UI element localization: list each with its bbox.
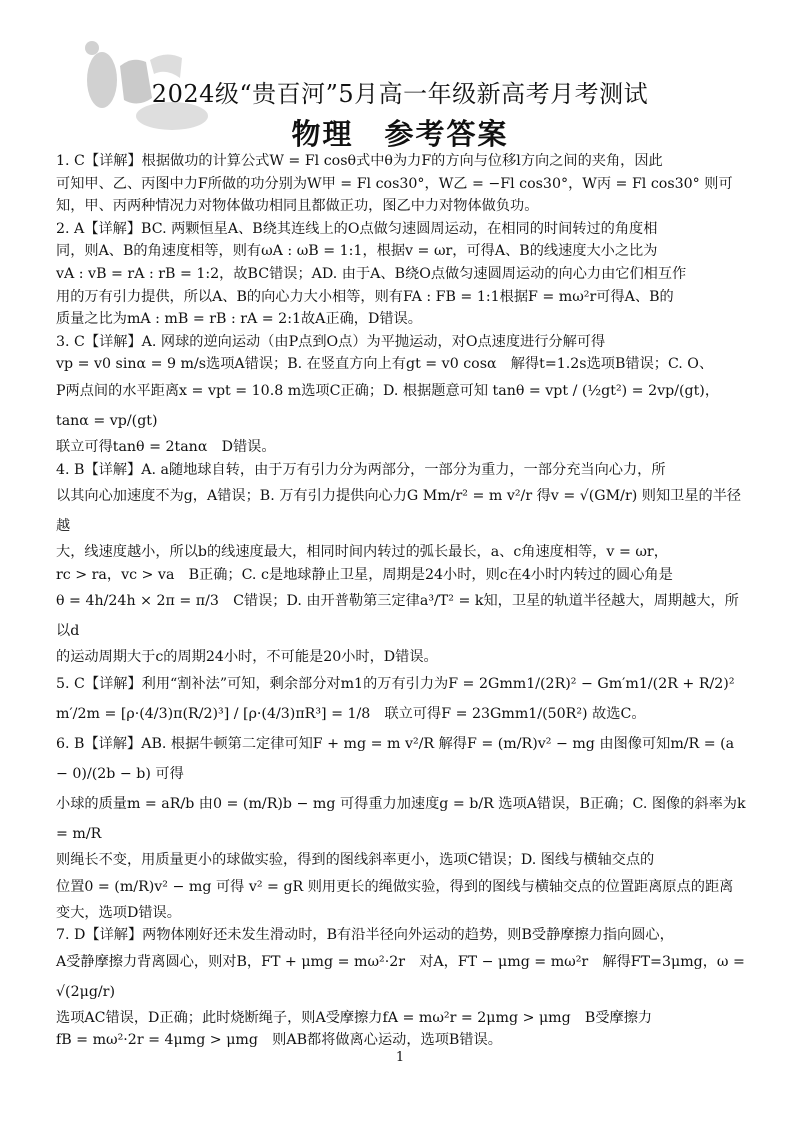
answer-line: 位置0 = (m/R)v² − mg 可得 v² = gR 则用更长的绳做实验，得到的图线与横轴交点的位置距离原点的距离	[56, 878, 734, 895]
answer-line: fB = mω²·2r = 4μmg > μmg 则AB都将做离心运动，选项B错误。	[56, 1032, 502, 1049]
answer-line: 变大，选项D错误。	[56, 904, 181, 921]
answer-line: 同，则A、B的角速度相等，则有ωA : ωB = 1:1，根据v = ωr，可得A、B的线速度大小之比为	[56, 243, 658, 260]
answer-line: 6. B【详解】AB. 根据牛顿第二定律可知F + mg = m v²/R 解得F = (m/R)v² − mg 由图像可知m/R = (a − 0)/(2b − b) 可得	[56, 735, 735, 782]
answer-line: 5. C【详解】利用“割补法”可知，剩余部分对m1的万有引力为F = 2Gmm1/(2R)² − Gm′m1/(2R + R/2)²	[56, 675, 735, 692]
answer-line: 7. D【详解】两物体刚好还未发生滑动时，B有沿半径向外运动的趋势，则B受静摩擦力指向圆心，	[56, 927, 674, 944]
page-subtitle: 物理 参考答案	[291, 117, 509, 151]
answer-line: rc > ra，vc > va B正确；C. c是地球静止卫星，周期是24小时，则c在4小时内转过的圆心角是	[56, 566, 673, 583]
answer-line: θ = 4h/24h × 2π = π/3 C错误；D. 由开普勒第三定律a³/T² = k知，卫星的轨道半径越大，周期越大，所以d	[56, 593, 739, 640]
answer-1	[56, 150, 748, 218]
answer-3	[56, 331, 748, 459]
answer-line: 大，线速度越小，所以b的线速度最大，相同时间内转过的弧长最长，a、c角速度相等，v = ωr，	[56, 544, 668, 561]
answer-5	[56, 669, 748, 729]
answer-line: 小球的质量m = aR/b 由0 = (m/R)b − mg 可得重力加速度g = b/R 选项A错误，B正确；C. 图像的斜率为k = m/R	[56, 795, 746, 842]
answer-line: 的运动周期大于c的周期24小时，不可能是20小时，D错误。	[56, 649, 438, 666]
answer-4	[56, 459, 748, 669]
answer-list	[56, 150, 748, 1052]
answer-line: A受静摩擦力背离圆心，则对B，FT + μmg = mω²·2r 对A，FT − μmg = mω²r 解得FT=3μmg，ω = √(2μg/r)	[56, 953, 745, 1000]
answer-line: vA : vB = rA : rB = 1:2，故BC错误；AD. 由于A、B绕O点做匀速圆周运动的向心力由它们相互作	[56, 265, 687, 282]
answer-line: vp = v0 sinα = 9 m/s选项A错误；B. 在竖直方向上有gt = v0 cosα 解得t=1.2s选项B错误；C. O、	[56, 356, 714, 373]
answer-6	[56, 729, 748, 924]
answer-line: 4. B【详解】A. a随地球自转，由于万有引力分为两部分，一部分为重力，一部分充当向心力，所	[56, 461, 666, 478]
answer-line: 3. C【详解】A. 网球的逆向运动（由P点到O点）为平抛运动，对O点速度进行分解可得	[56, 333, 606, 350]
page-title: 2024级“贵百河”5月高一年级新高考月考测试	[151, 80, 649, 108]
answer-7	[56, 924, 748, 1052]
answer-line: P两点间的水平距离x = vpt = 10.8 m选项C正确；D. 根据题意可知 tanθ = vpt / (½gt²) = 2vp/(gt)，tanα = vp/(gt)	[56, 382, 720, 429]
answer-line: 1. C【详解】根据做功的计算公式W = Fl cosθ式中θ为力F的方向与位移l方向之间的夹角，因此	[56, 153, 663, 169]
page-number: 1	[395, 1050, 405, 1065]
answer-line: 质量之比为mA : mB = rB : rA = 2:1故A正确，D错误。	[56, 311, 422, 328]
answer-line: 则绳长不变，用质量更小的球做实验，得到的图线斜率更小，选项C错误；D. 图线与横轴交点的	[56, 851, 655, 868]
answer-2	[56, 218, 748, 331]
answer-line: 以其向心加速度不为g，A错误；B. 万有引力提供向心力G Mm/r² = m v²/r 得v = √(GM/r) 则知卫星的半径越	[56, 488, 742, 535]
answer-line: 选项AC错误，D正确；此时烧断绳子，则A受摩擦力fA = mω²r = 2μmg > μmg B受摩擦力	[56, 1009, 653, 1026]
answer-line: 可知甲、乙、丙图中力F所做的功分别为W甲 = Fl cos30°，W乙 = −Fl cos30°，W丙 = Fl cos30° 则可	[56, 175, 733, 192]
answer-line: 联立可得tanθ = 2tanα D错误。	[56, 438, 276, 455]
answer-line: 用的万有引力提供，所以A、B的向心力大小相等，则有FA : FB = 1:1根据F = mω²r可得A、B的	[56, 288, 674, 305]
answer-line: m′/2m = [ρ·(4/3)π(R/2)³] / [ρ·(4/3)πR³] = 1/8 联立可得F = 23Gmm1/(50R²) 故选C。	[56, 705, 646, 722]
answer-line: 知，甲、丙两种情况力对物体做功相同且都做正功，图乙中力对物体做负功。	[56, 198, 539, 215]
answer-line: 2. A【详解】BC. 两颗恒星A、B绕其连线上的O点做匀速圆周运动，在相同的时间转过的角度相	[56, 220, 658, 237]
